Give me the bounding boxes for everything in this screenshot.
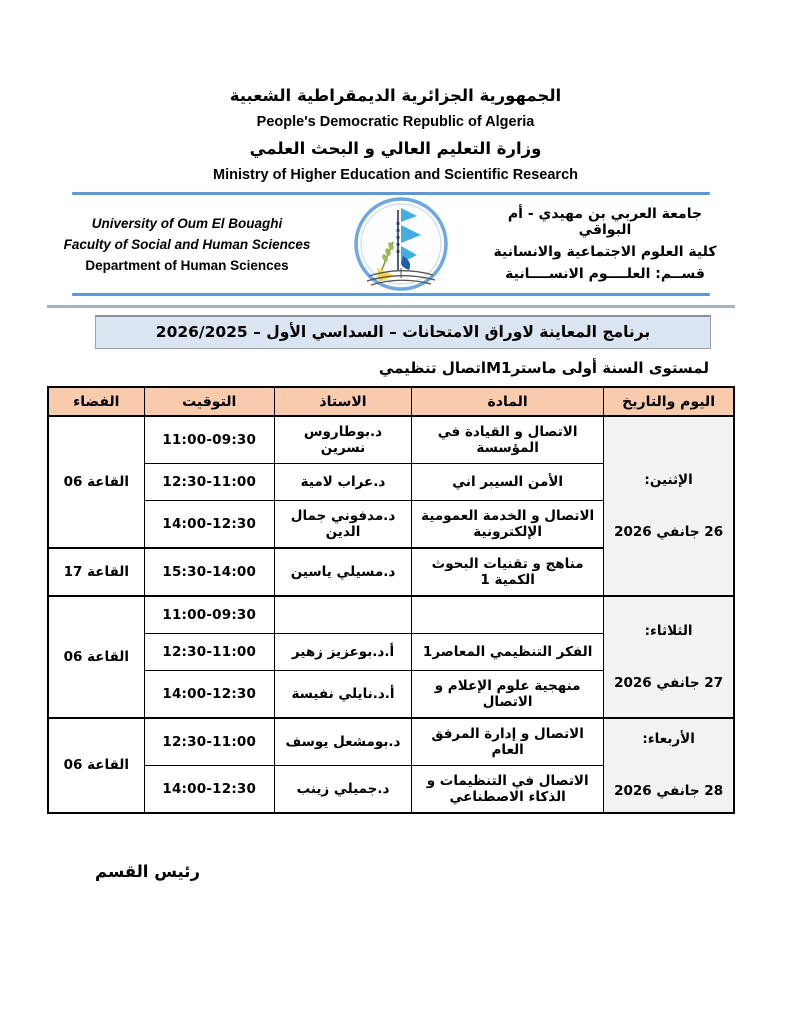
schedule-table-head-row (48, 387, 734, 416)
ministry-name-arabic: وزارة التعليم العالي و البحث العلمي (249, 139, 542, 158)
schedule-row (48, 596, 734, 633)
column-header: الفضاء (48, 387, 144, 416)
professor-cell: د.عراب لامية (274, 464, 411, 501)
department-name-ar: قســم: العلــــوم الانســــانية (505, 266, 705, 282)
university-logo-icon (351, 196, 451, 292)
room-cell: القاعة 06 (48, 416, 144, 548)
subject-cell: الاتصال و الخدمة العمومية الإلكترونية (412, 501, 604, 549)
schedule-row (48, 416, 734, 464)
day-date: 27 جانفي 2026 (614, 674, 724, 691)
republic-name-english: People's Democratic Republic of Algeria (256, 114, 535, 130)
university-name-en: University of Oum El Bouaghi (91, 215, 283, 231)
day-date: 26 جانفي 2026 (614, 524, 724, 540)
faculty-name-ar: كلية العلوم الاجتماعية والانسانية (493, 244, 717, 260)
subject-cell: مناهج و تقنيات البحوث الكمية 1 (412, 548, 604, 596)
subject-cell: منهجية علوم الإعلام و الاتصال (412, 670, 604, 718)
time-cell: 11:00-09:30 (144, 596, 274, 633)
document-title: برنامج المعاينة لاوراق الامتحانات – السداسي الأول – 2026/2025 (95, 315, 711, 349)
time-cell: 12:30-11:00 (144, 718, 274, 766)
day-date-cell (604, 416, 734, 596)
subject-cell: الاتصال و إدارة المرفق العام (412, 718, 604, 766)
institution-banner (57, 197, 725, 291)
subject-cell: الاتصال و القيادة في المؤسسة (412, 416, 604, 464)
time-cell: 12:30-11:00 (144, 633, 274, 670)
column-header: اليوم والتاريخ (604, 387, 734, 416)
day-name: الإثنين: (644, 472, 693, 488)
signature-department-head: رئيس القسم (95, 861, 200, 881)
university-logo (349, 196, 453, 292)
room-cell: القاعة 06 (48, 596, 144, 718)
time-cell: 14:00-12:30 (144, 501, 274, 549)
divider-blue-bottom (72, 293, 710, 296)
ministry-name-english: Ministry of Higher Education and Scientific Research (213, 167, 578, 183)
university-name-ar: جامعة العربي بن مهيدي - أم البواقي (507, 206, 703, 238)
divider-blue-top (72, 192, 710, 195)
professor-cell: د.بوطاروس نسرين (274, 416, 411, 464)
subject-cell: الاتصال في التنظيمات و الذكاء الاصطناعي (412, 765, 604, 813)
day-name: الثلاثاء: (644, 622, 693, 639)
professor-cell: د.مسيلي ياسين (274, 548, 411, 596)
column-header: التوقيت (144, 387, 274, 416)
professor-cell: د.مدفوني جمال الدين (274, 501, 411, 549)
time-cell: 15:30-14:00 (144, 548, 274, 596)
document-subtitle: لمستوى السنة أولى ماسترM1اتصال تنظيمي (378, 359, 709, 377)
time-cell: 14:00-12:30 (144, 765, 274, 813)
day-name: الأربعاء: (642, 731, 695, 747)
column-header: المادة (412, 387, 604, 416)
time-cell: 11:00-09:30 (144, 416, 274, 464)
professor-cell: أ.د.بوعزيز زهير (274, 633, 411, 670)
room-cell: القاعة 06 (48, 718, 144, 813)
government-header (0, 0, 791, 183)
schedule-row (48, 718, 734, 766)
subject-cell: الأمن السيبر اني (412, 464, 604, 501)
subject-cell (412, 596, 604, 633)
schedule-table-body (48, 416, 734, 813)
day-date-cell (604, 718, 734, 813)
department-name-en: Department of Human Sciences (85, 257, 289, 273)
subject-cell: الفكر التنظيمي المعاصر1 (412, 633, 604, 670)
column-header: الاستاذ (274, 387, 411, 416)
professor-cell (274, 596, 411, 633)
room-cell: القاعة 17 (48, 548, 144, 596)
time-cell: 14:00-12:30 (144, 670, 274, 718)
institution-arabic (485, 200, 725, 288)
day-date-cell (604, 596, 734, 718)
institution-english (57, 210, 317, 279)
time-cell: 12:30-11:00 (144, 464, 274, 501)
professor-cell: د.جميلي زينب (274, 765, 411, 813)
day-date: 28 جانفي 2026 (614, 783, 724, 799)
professor-cell: د.بومشعل يوسف (274, 718, 411, 766)
divider-gray (47, 305, 735, 308)
republic-name-arabic: الجمهورية الجزائرية الديمقراطية الشعبية (229, 86, 562, 105)
professor-cell: أ.د.نايلي نفيسة (274, 670, 411, 718)
faculty-name-en: Faculty of Social and Human Sciences (63, 236, 311, 252)
exam-schedule-table (47, 386, 735, 814)
